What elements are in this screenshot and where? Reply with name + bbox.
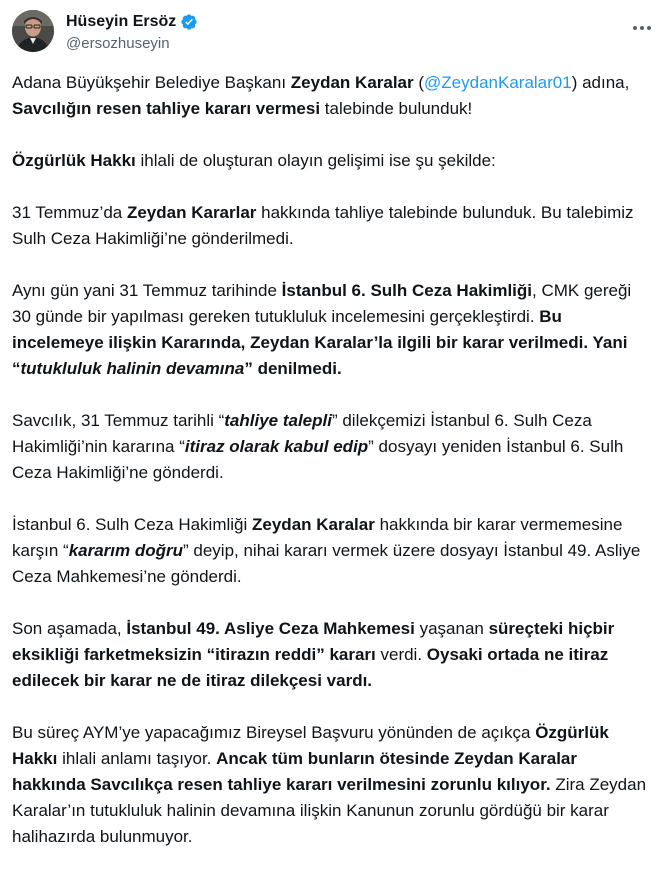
text: Savcılık, 31 Temmuz tarihli “	[12, 411, 225, 430]
paragraph-6	[12, 512, 652, 590]
text: verdi.	[375, 645, 427, 664]
bold-text: süreçteki hiçbir eksikliği farketmeksizin “itirazın reddi” kararı	[12, 619, 615, 664]
bold-text: Savcılığın resen tahliye kararı vermesi	[12, 99, 321, 118]
text: Adana Büyükşehir Belediye Başkanı	[12, 73, 291, 92]
paragraph-5	[12, 408, 652, 486]
bold-text: Zeydan Karalar	[252, 515, 375, 534]
bold-text: Bu incelemeye ilişkin Kararında, Zeydan Karalar’la ilgili bir karar verilmedi. Yani “	[12, 307, 628, 378]
bold-text: Özgürlük Hakkı	[12, 151, 136, 170]
bold-text: Özgürlük Hakkı	[12, 723, 609, 768]
author-handle[interactable]: @ersozhuseyin	[66, 35, 170, 52]
bold-italic-text: tutukluluk halinin devamına	[20, 359, 245, 378]
mention-link[interactable]: @ZeydanKaralar01	[424, 73, 572, 92]
paragraph-3	[12, 200, 652, 252]
paragraph-4	[12, 278, 652, 382]
text: Zira Zeydan Karalar’ın tutukluluk halinin devamına ilişkin Kanunun zorunlu gördüğü bir karar halihazırda bulunmuyor.	[12, 775, 647, 846]
avatar[interactable]	[12, 10, 54, 52]
text: ” deyip, nihai kararı vermek üzere dosyayı İstanbul 49. Asliye Ceza Mahkemesi’ne gönderdi.	[12, 541, 641, 586]
text: hakkında tahliye talebinde bulunduk. Bu talebimiz Sulh Ceza Hakimliği’ne gönderilmedi.	[12, 203, 634, 248]
bold-italic-text: tahliye talepli	[224, 411, 332, 430]
text: ihlali de oluşturan olayın gelişimi ise şu şekilde:	[135, 151, 496, 170]
bold-italic-text: kararım doğru	[68, 541, 183, 560]
tweet-text	[12, 70, 652, 876]
tweet-header	[12, 10, 658, 60]
text: talebinde bulunduk!	[320, 99, 473, 118]
bold-text: Zeydan Kararlar	[126, 203, 257, 222]
verified-badge-icon	[180, 13, 198, 31]
text: hakkında bir karar vermemesine karşın “	[12, 515, 623, 560]
bold-italic-text: itiraz olarak kabul edip	[184, 437, 369, 456]
bold-text: İstanbul 49. Asliye Ceza Mahkemesi	[126, 619, 415, 638]
more-options-icon[interactable]	[630, 16, 654, 40]
bold-text: Ancak tüm bunların ötesinde Zeydan Karalar hakkında Savcılıkça resen tahliye kararı verilmesini zorunlu kılıyor.	[12, 749, 577, 794]
text: ihlali anlamı taşıyor.	[57, 749, 217, 768]
text: (	[413, 73, 425, 92]
paragraph-7	[12, 616, 652, 694]
text: Bu süreç AYM’ye yapacağımız Bireysel Başvuru yönünden de açıkça	[12, 723, 536, 742]
text: ) adına,	[571, 73, 630, 92]
bold-text: Zeydan Karalar	[290, 73, 414, 92]
author-name[interactable]: Hüseyin Ersöz	[66, 13, 177, 30]
text: İstanbul 6. Sulh Ceza Hakimliği	[12, 515, 253, 534]
text: 31 Temmuz’da	[12, 203, 127, 222]
text: ” dilekçemizi İstanbul 6. Sulh Ceza Hakimliği’nin kararına “	[12, 411, 592, 456]
paragraph-2	[12, 148, 652, 174]
bold-text: ” denilmedi.	[244, 359, 342, 378]
text: Aynı gün yani 31 Temmuz tarihinde	[12, 281, 282, 300]
author-name-row	[66, 13, 198, 31]
paragraph-1	[12, 70, 652, 122]
paragraph-8	[12, 720, 652, 850]
text: yaşanan	[414, 619, 489, 638]
bold-text: Oysaki ortada ne itiraz edilecek bir karar ne de itiraz dilekçesi vardı.	[12, 645, 609, 690]
text: , CMK gereği 30 günde bir yapılması gereken tutukluluk incelemesini gerçekleştirdi.	[12, 281, 632, 326]
text: Son aşamada,	[12, 619, 127, 638]
text: ” dosyayı yeniden İstanbul 6. Sulh Ceza Hakimliği’ne gönderdi.	[12, 437, 624, 482]
bold-text: İstanbul 6. Sulh Ceza Hakimliği	[281, 281, 532, 300]
